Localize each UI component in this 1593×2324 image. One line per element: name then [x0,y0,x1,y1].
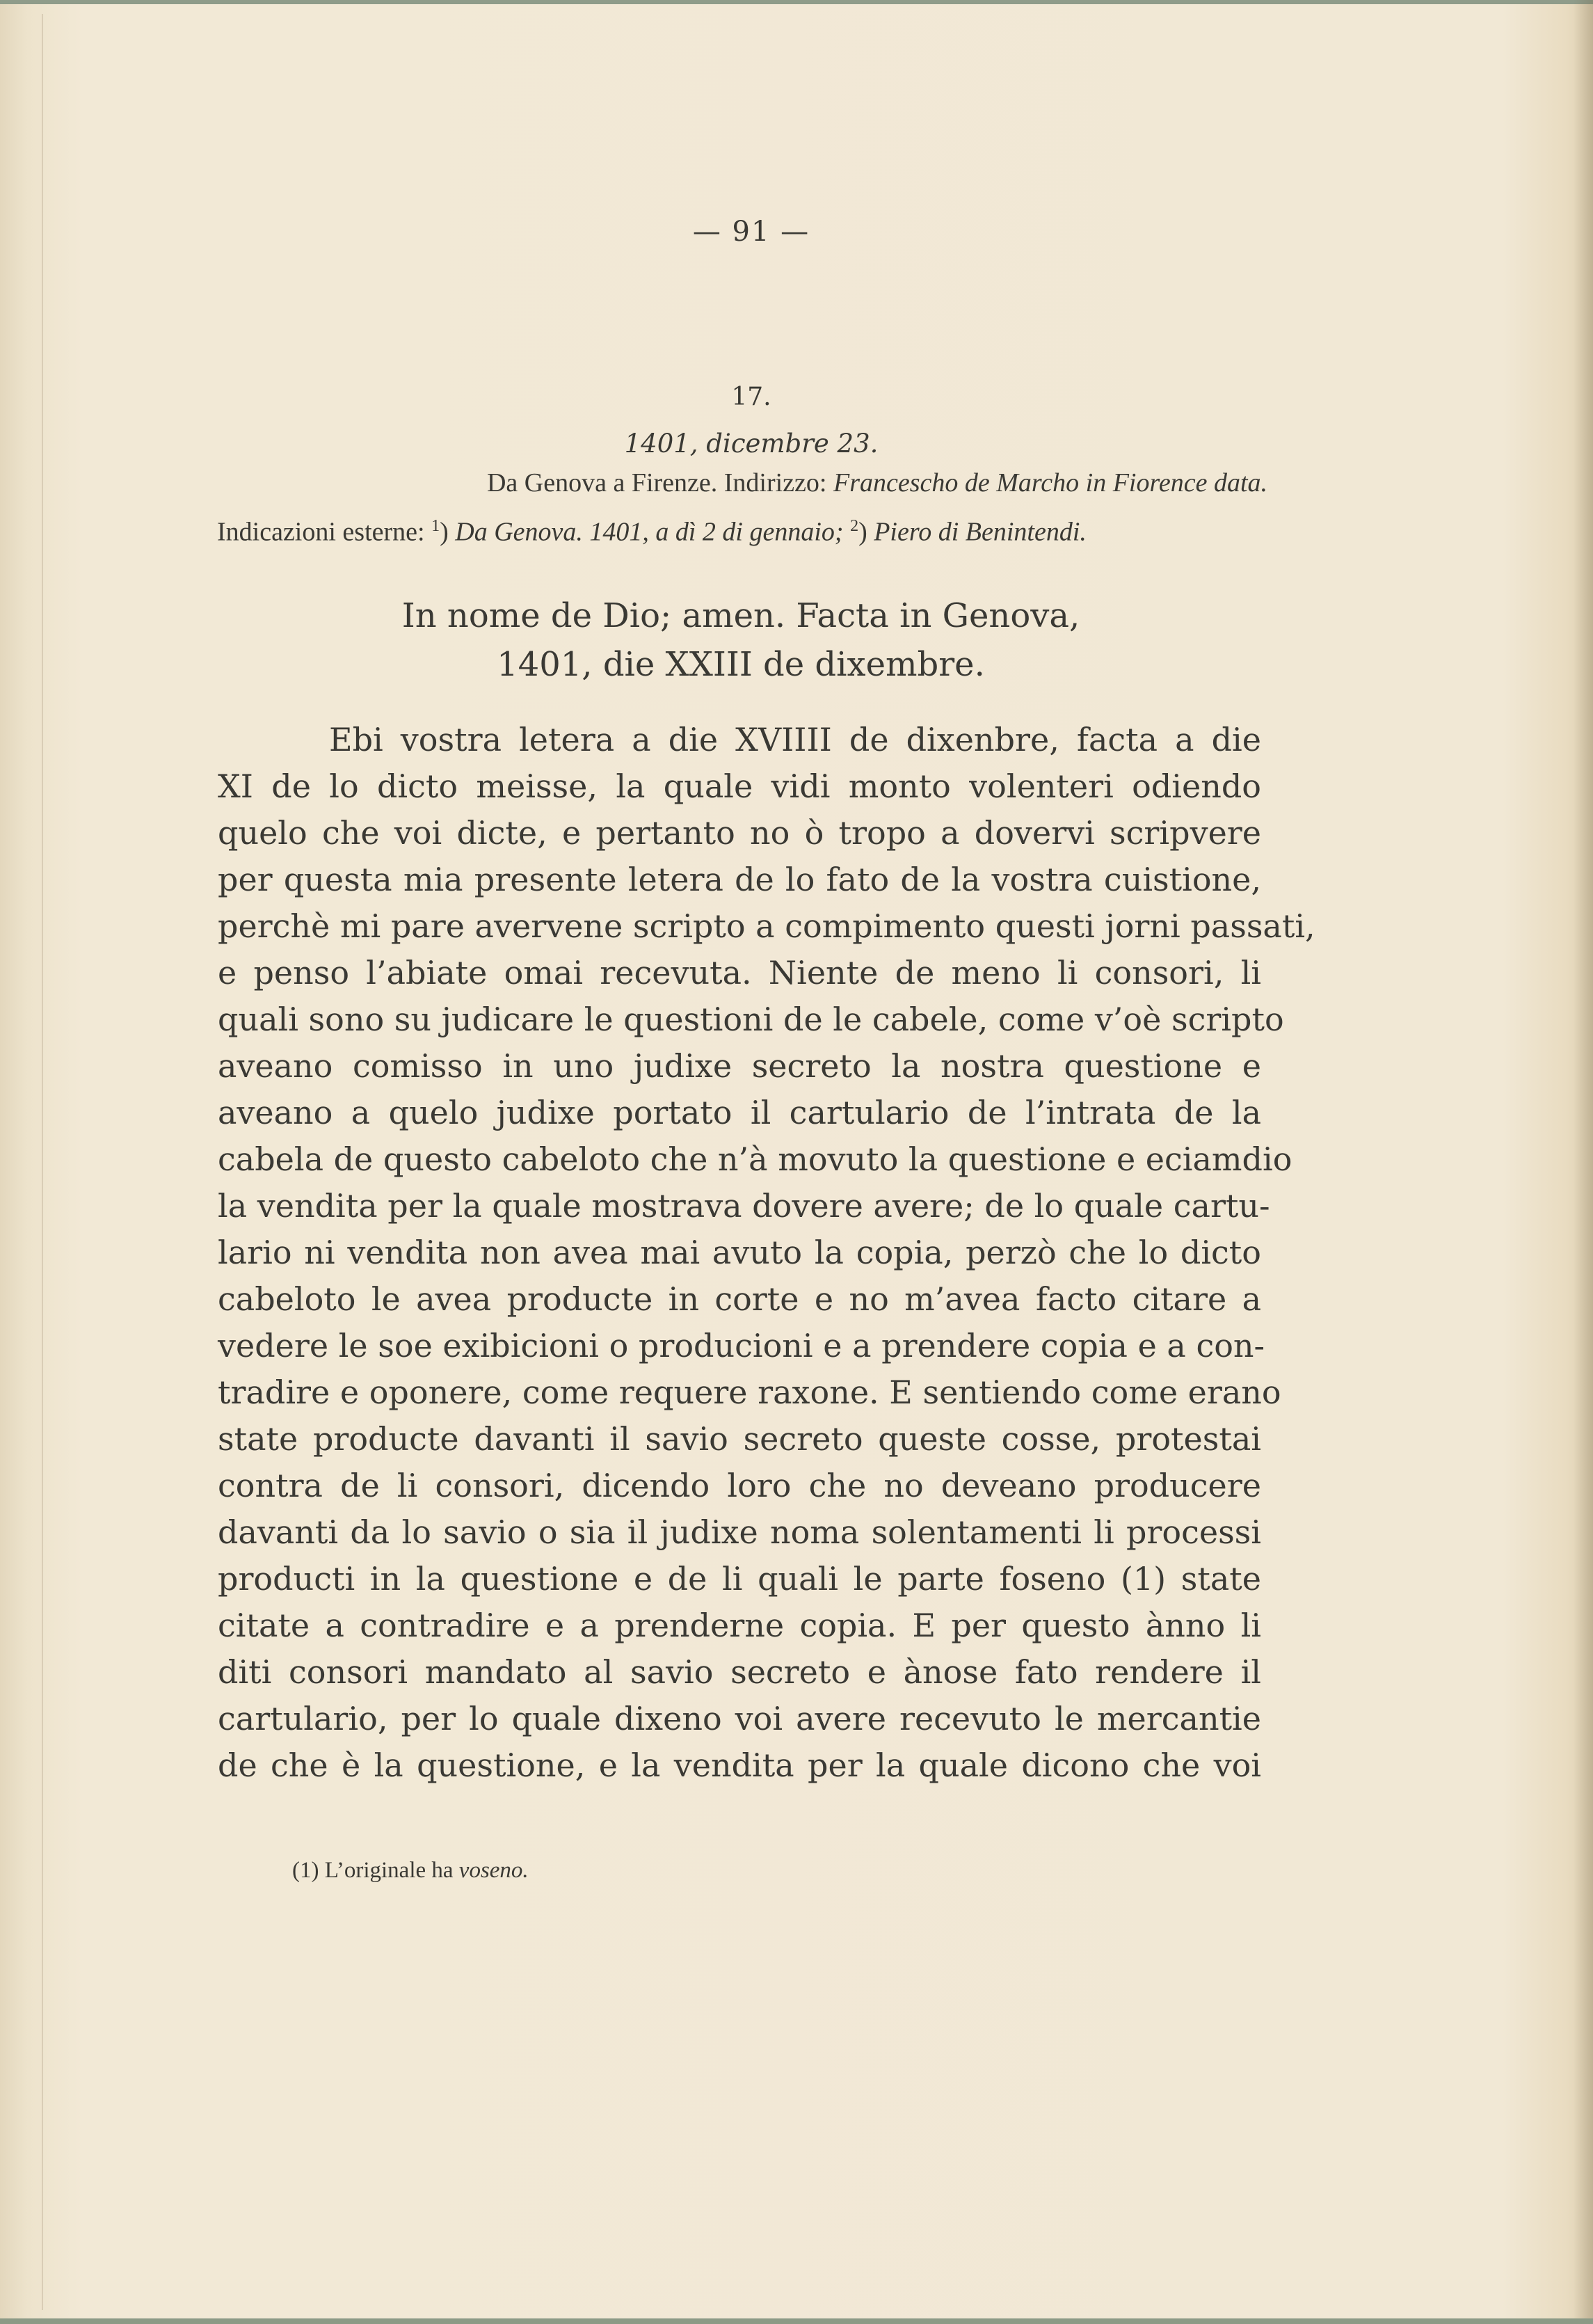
route-text: Da Genova a Firenze. Indirizzo: [486,468,827,498]
body-line: diti consori mandato al savio secreto e ànose fato rendere il [218,1653,1261,1691]
body-line: cartulario, per lo quale dixeno voi avere recevuto le mercantie [218,1700,1261,1737]
body-line: la vendita per la quale mostrava dovere avere; de lo quale cartu- [218,1187,1270,1225]
body-line: aveano a quelo judixe portato il cartulario de l’intrata de la [218,1094,1261,1131]
body-line: Ebi vostra letera a die XVIIII de dixenbre, facta a die [329,721,1261,758]
body-line: citate a contradire e a prenderne copia. E per questo ànno li [218,1607,1261,1644]
bottom-edge [0,2318,1593,2324]
note1-text: Da Genova. 1401, a dì 2 di gennaio; [455,517,844,547]
address-text: Francescho de Marcho in Fiorence data. [833,468,1267,498]
external-label: Indicazioni esterne: [217,517,425,547]
binding-edge [42,14,43,2310]
document-date: 1401, dicembre 23. [624,429,879,459]
body-line: contra de li consori, dicendo loro che no deveano producere [218,1467,1261,1504]
page-number: — 91 — [692,216,810,248]
body-line: perchè mi pare avervene scripto a compimento questi jorni passati, [218,907,1315,945]
letter-body [218,717,1315,1789]
body-line: tradire e oponere, come requere raxone. E sentiendo come erano [218,1374,1281,1411]
body-line: e penso l’abiate omai recevuta. Niente de meno li consori, li [218,954,1261,992]
body-line: per questa mia presente letera de lo fato de la vostra cuistione, [218,861,1261,898]
body-line: lario ni vendita non avea mai avuto la copia, perzò che lo dicto [218,1234,1261,1271]
page-edge-shadow [1574,0,1593,2324]
body-line: XI de lo dicto meisse, la quale vidi monto volenteri odiendo [218,767,1261,805]
body-line: state producte davanti il savio secreto queste cosse, protestai [218,1420,1261,1458]
body-line: vedere le soe exibicioni o producioni e a prendere copia e a con- [218,1327,1265,1364]
footnote-word: voseno. [458,1858,529,1883]
body-line: cabeloto le avea producte in corte e no m’avea facto citare a [218,1280,1261,1318]
body-line: de che è la questione, e la vendita per la quale dicono che voi [218,1746,1261,1784]
note2-text: Piero di Benintendi. [874,517,1087,547]
intro-line-2: 1401, die XXIII de dixembre. [497,645,985,684]
body-line: quali sono su judicare le questioni de le cabele, come v’oè scripto [218,1001,1284,1038]
body-line: cabela de questo cabeloto che n’à movuto la questione e eciamdio [218,1140,1292,1178]
body-line: quelo che voi dicte, e pertanto no ò tropo a dovervi scripvere [218,814,1261,852]
intro-line-1: In nome de Dio; amen. Facta in Genova, [401,596,1080,635]
body-line: davanti da lo savio o sia il judixe noma solentamenti li processi [218,1513,1261,1551]
address-line [217,465,1267,501]
footnote [292,1858,529,1884]
body-line: aveano comisso in uno judixe secreto la nostra questione e [218,1047,1261,1085]
note1-mark: 1 [431,517,440,535]
top-edge [0,0,1593,4]
body-line: producti in la questione e de li quali le parte foseno (1) state [218,1560,1261,1598]
external-indications-line: Indicazioni esterne: $^1$) Da Genova. 1401, a dì 2 di gennaio; $^2$) Piero di Benintendi. [217,517,1087,547]
document-number: 17. [731,383,771,411]
footnote-label: (1) L’originale ha [292,1858,454,1883]
note2-mark: 2 [850,517,859,535]
